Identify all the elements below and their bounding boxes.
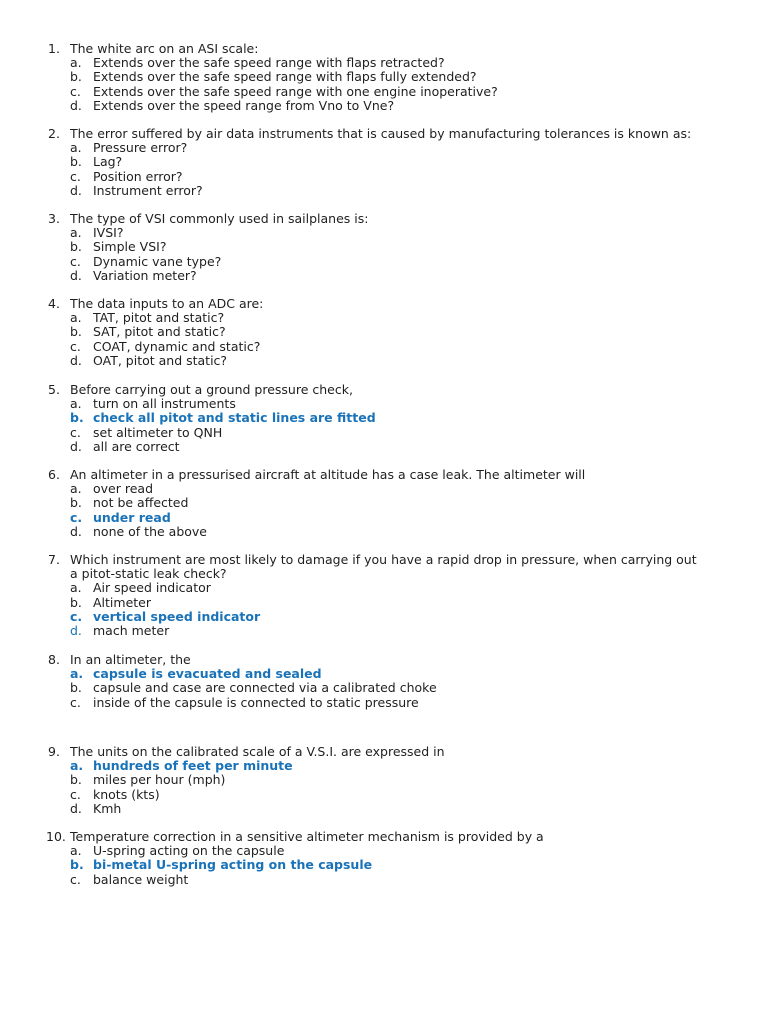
question-line: [0, 553, 768, 567]
question-text: An altimeter in a pressurised aircraft at altitude has a case leak. The altimeter will: [70, 467, 586, 482]
option-d: d. Variation meter?: [70, 267, 197, 283]
question-line: [0, 830, 768, 844]
option-c: c. set altimeter to QNH: [70, 424, 223, 440]
option-d: d. all are correct: [70, 438, 180, 454]
option-d: d. OAT, pitot and static?: [70, 352, 228, 368]
option-a: a. over read: [70, 481, 153, 497]
question-text: The units on the calibrated scale of a V.S.I. are expressed in: [70, 744, 445, 759]
question-5: [0, 383, 768, 454]
question-number: 5.: [48, 382, 60, 397]
question-number: 10.: [46, 829, 66, 844]
option-a: a. U-spring acting on the capsule: [70, 843, 285, 859]
option-b-correct-answer: b. check all pitot and static lines are fitted: [70, 410, 376, 426]
question-number: 2.: [48, 126, 60, 141]
question-line: [0, 745, 768, 759]
option-b: b. Altimeter: [70, 594, 151, 610]
question-line: [0, 42, 768, 56]
option-a: a. IVSI?: [70, 225, 124, 241]
question-text-cont: a pitot-static leak check?: [70, 566, 227, 582]
option-c: c. inside of the capsule is connected to static pressure: [70, 694, 419, 710]
option-b: b. miles per hour (mph): [70, 772, 226, 788]
question-number: 4.: [48, 296, 60, 311]
question-text: The white arc on an ASI scale:: [70, 41, 259, 56]
question-10: [0, 830, 768, 887]
question-number: 6.: [48, 467, 60, 482]
question-4: [0, 297, 768, 368]
question-line: [0, 567, 768, 581]
option-b: b. capsule and case are connected via a calibrated choke: [70, 680, 437, 696]
question-text: Which instrument are most likely to damage if you have a rapid drop in pressure, when carrying out: [70, 552, 697, 567]
option-c-correct-answer: c. under read: [70, 509, 171, 525]
option-a: a. turn on all instruments: [70, 396, 236, 412]
option-a-correct-answer: a. capsule is evacuated and sealed: [70, 666, 322, 682]
option-b: b. Simple VSI?: [70, 239, 167, 255]
option-c: c. Position error?: [70, 168, 183, 184]
option-c-correct-answer: c. vertical speed indicator: [70, 608, 261, 624]
option-c: c. knots (kts): [70, 786, 160, 802]
question-9: [0, 745, 768, 816]
question-line: [0, 383, 768, 397]
question-text: Before carrying out a ground pressure check,: [70, 382, 353, 397]
question-line: [0, 653, 768, 667]
option-a: a. TAT, pitot and static?: [70, 310, 225, 326]
question-3: [0, 212, 768, 283]
question-number: 1.: [48, 41, 60, 56]
question-line: [0, 297, 768, 311]
option-b: b. not be affected: [70, 495, 189, 511]
option-a-correct-answer: a. hundreds of feet per minute: [70, 758, 293, 774]
option-d: d. none of the above: [70, 523, 207, 539]
question-6: [0, 468, 768, 539]
question-line: [0, 468, 768, 482]
option-c: c. Extends over the safe speed range with one engine inoperative?: [70, 83, 498, 99]
option-b: b. Lag?: [70, 154, 123, 170]
option-d: d. Kmh: [70, 800, 122, 816]
question-text: The data inputs to an ADC are:: [70, 296, 264, 311]
question-text: In an altimeter, the: [70, 652, 191, 667]
option-a: a. Air speed indicator: [70, 580, 211, 596]
question-line: [0, 127, 768, 141]
question-number: 9.: [48, 744, 60, 759]
question-text: The type of VSI commonly used in sailplanes is:: [70, 211, 369, 226]
question-8: [0, 653, 768, 710]
option-c: c. COAT, dynamic and static?: [70, 338, 261, 354]
question-number: 7.: [48, 552, 60, 567]
option-d: d. Instrument error?: [70, 182, 203, 198]
question-text: Temperature correction in a sensitive altimeter mechanism is provided by a: [70, 829, 544, 844]
question-2: [0, 127, 768, 198]
question-7: [0, 553, 768, 638]
option-c: c. Dynamic vane type?: [70, 253, 222, 269]
option-a: a. Pressure error?: [70, 140, 188, 156]
option-c: c. balance weight: [70, 871, 189, 887]
option-d: d. Extends over the speed range from Vno to Vne?: [70, 97, 395, 113]
question-text: The error suffered by air data instruments that is caused by manufacturing tolerances is known as:: [70, 126, 692, 141]
option-d: d. mach meter: [70, 622, 170, 638]
option-b-correct-answer: b. bi-metal U-spring acting on the capsule: [70, 857, 373, 873]
option-a: a. Extends over the safe speed range with flaps retracted?: [70, 55, 445, 71]
question-line: [0, 212, 768, 226]
option-b: b. SAT, pitot and static?: [70, 324, 226, 340]
question-number: 8.: [48, 652, 60, 667]
option-b: b. Extends over the safe speed range with flaps fully extended?: [70, 69, 477, 85]
question-1: [0, 42, 768, 113]
question-number: 3.: [48, 211, 60, 226]
